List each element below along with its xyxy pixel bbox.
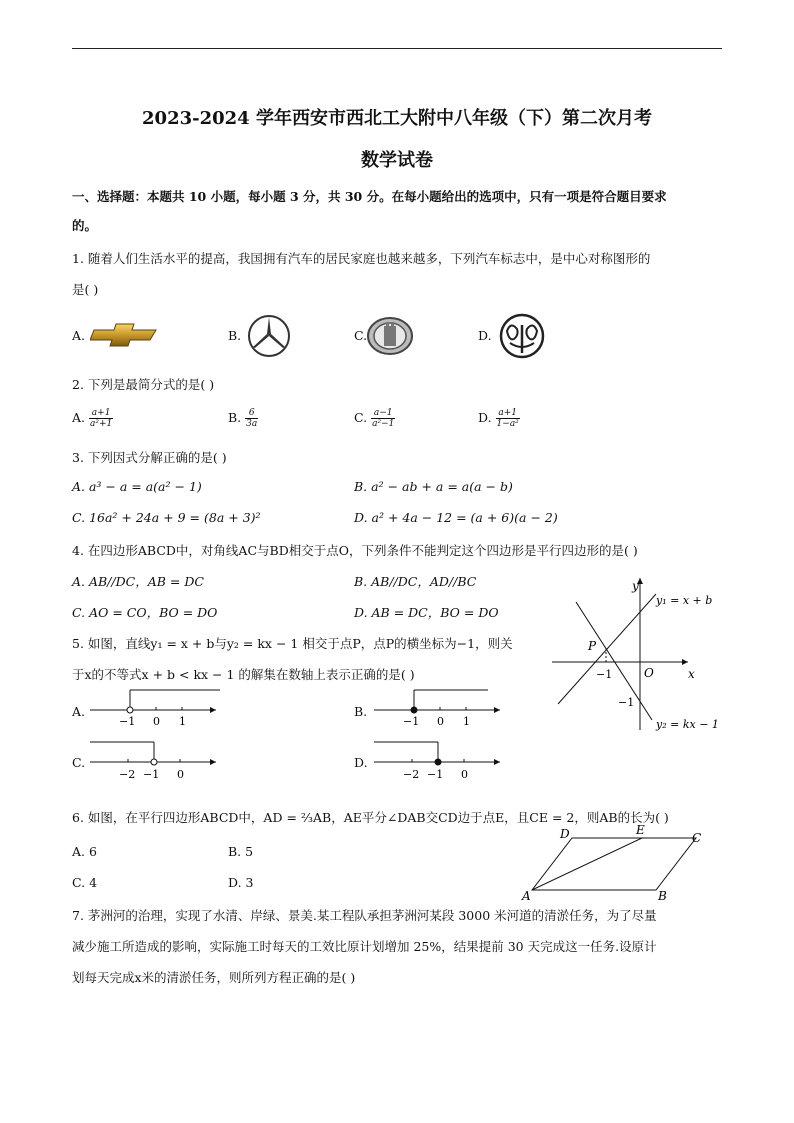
vertex-a-label: A [522, 889, 531, 903]
vertex-b-label: B [658, 889, 667, 903]
line-y1-label: y₁ = x + b [656, 594, 713, 607]
header-rule [72, 48, 722, 49]
q5-option-d-label: D. [354, 755, 368, 770]
q2-option-a-label: A. [72, 410, 86, 425]
q2-option-b [228, 408, 258, 429]
q2-option-c-label: C. [354, 410, 368, 425]
q5-option-a-label: A. [72, 704, 86, 719]
line-y1 [558, 594, 656, 704]
q2-option-c [354, 408, 395, 429]
q2-option-d-label: D. [478, 410, 492, 425]
q6-stem: 6. 如图，在平行四边形ABCD中，AD = ⅔AB，AE平分∠DAB交CD边于点E，且CE = 2，则AB的长为( ) [72, 810, 669, 825]
tick-label: −2 [119, 768, 136, 781]
brilliance-logo-icon [497, 313, 547, 359]
q2-option-d [478, 408, 520, 429]
point-e-label: E [636, 823, 645, 837]
tick-label: −2 [403, 768, 420, 781]
q4-option-d: D. AB = DC，BO = DO [354, 605, 499, 620]
q2-stem: 2. 下列是最简分式的是( ) [72, 377, 215, 392]
q3-option-d: D. a² + 4a − 12 = (a + 6)(a − 2) [354, 510, 558, 525]
q7-stem: 7. 茅洲河的治理，实现了水清、岸绿、景美.某工程队承担茅洲河某段 3000 米河道的清淤任务，为了尽量 [72, 908, 657, 923]
q4-option-a: A. AB//DC，AB = DC [72, 574, 204, 589]
q4-option-c: C. AO = CO，BO = DO [72, 605, 218, 620]
q6-option-c: C. 4 [72, 875, 98, 890]
q6-option-a: A. 6 [72, 844, 97, 859]
x-tick-minus1: −1 [596, 668, 613, 681]
q3-stem: 3. 下列因式分解正确的是( ) [72, 450, 227, 465]
section-heading-cont: 的。 [72, 218, 98, 233]
q3-option-c: C. 16a² + 24a + 9 = (8a + 3)² [72, 510, 261, 525]
q7-stem-cont2: 划每天完成x米的清淤任务，则所列方程正确的是( ) [72, 970, 356, 985]
tick-label: −1 [427, 768, 444, 781]
line-y2-label: y₂ = kx − 1 [656, 718, 719, 731]
q2-c-numerator: a−1 [371, 408, 395, 419]
tick-label: 0 [437, 715, 444, 728]
q5-option-c-numberline [88, 740, 222, 782]
origin-label: O [644, 666, 654, 680]
q1-option-d-label: D. [478, 328, 492, 343]
q2-d-denominator: 1−a² [496, 419, 519, 429]
y-axis-label: y [632, 579, 639, 593]
q5-graph [548, 574, 728, 736]
q5-option-d-numberline [372, 740, 506, 782]
q1-option-c-label: C. [354, 328, 368, 343]
q2-a-denominator: a²+1 [90, 419, 113, 429]
q3-option-a: A. a³ − a = a(a² − 1) [72, 479, 202, 494]
q6-option-b: B. 5 [228, 844, 254, 859]
q4-stem: 4. 在四边形ABCD中，对角线AC与BD相交于点O，下列条件不能判定这个四边形是平行四边形的是( ) [72, 543, 638, 558]
q5-option-b-label: B. [354, 704, 368, 719]
tick-label: 1 [463, 715, 470, 728]
tick-label: 0 [153, 715, 160, 728]
tick-label: −1 [119, 715, 136, 728]
y-tick-minus1: −1 [618, 696, 635, 709]
vertex-d-label: D [560, 827, 570, 841]
line-y2 [576, 602, 652, 720]
q5-option-c-label: C. [72, 755, 86, 770]
q2-b-denominator: 3a [246, 419, 258, 429]
page-subtitle: 数学试卷 [361, 150, 433, 171]
q5-stem-cont: 于x的不等式x + b < kx − 1 的解集在数轴上表示正确的是( ) [72, 667, 415, 682]
q5-stem: 5. 如图，直线y₁ = x + b与y₂ = kx − 1 相交于点P，点P的横坐标为−1，则关 [72, 636, 513, 651]
q6-parallelogram-figure [520, 822, 710, 904]
q4-option-b: B. AB//DC，AD//BC [354, 574, 477, 589]
point-p-label: P [588, 639, 597, 653]
tick-label: 0 [461, 768, 468, 781]
tick-label: −1 [403, 715, 420, 728]
q2-c-denominator: a²−1 [372, 419, 395, 429]
q1-option-b-label: B. [228, 328, 242, 343]
q6-option-d: D. 3 [228, 875, 254, 890]
q7-stem-cont: 减少施工所造成的影响，实际施工时每天的工效比原计划增加 25%，结果提前 30 天完成这一任务.设原计 [72, 939, 657, 954]
q1-stem: 1. 随着人们生活水平的提高，我国拥有汽车的居民家庭也越来越多，下列汽车标志中，是中心对称图形的 [72, 251, 651, 266]
x-axis-label: x [688, 667, 695, 681]
q1-stem-cont: 是( ) [72, 282, 99, 297]
page-title: 2023-2024 学年西安市西北工大附中八年级（下）第二次月考 [142, 108, 652, 129]
q2-b-numerator: 6 [245, 408, 258, 419]
section-heading: 一、选择题：本题共 10 小题，每小题 3 分，共 30 分。在每小题给出的选项中，只有一项是符合题目要求 [72, 189, 667, 204]
q2-d-numerator: a+1 [496, 408, 520, 419]
vertex-c-label: C [692, 831, 702, 845]
q5-option-b-numberline [372, 688, 506, 728]
q2-a-numerator: a+1 [89, 408, 113, 419]
q3-option-b: B. a² − ab + a = a(a − b) [354, 479, 513, 494]
q2-option-a [72, 408, 113, 429]
chevrolet-logo-icon [90, 320, 160, 350]
tick-label: 0 [177, 768, 184, 781]
great-wall-logo-icon [366, 316, 414, 356]
mercedes-logo-icon [246, 313, 292, 359]
q5-option-a-numberline [88, 688, 222, 728]
tick-label: 1 [179, 715, 186, 728]
q1-option-a-label: A. [72, 328, 86, 343]
q2-option-b-label: B. [228, 410, 242, 425]
tick-label: −1 [143, 768, 160, 781]
